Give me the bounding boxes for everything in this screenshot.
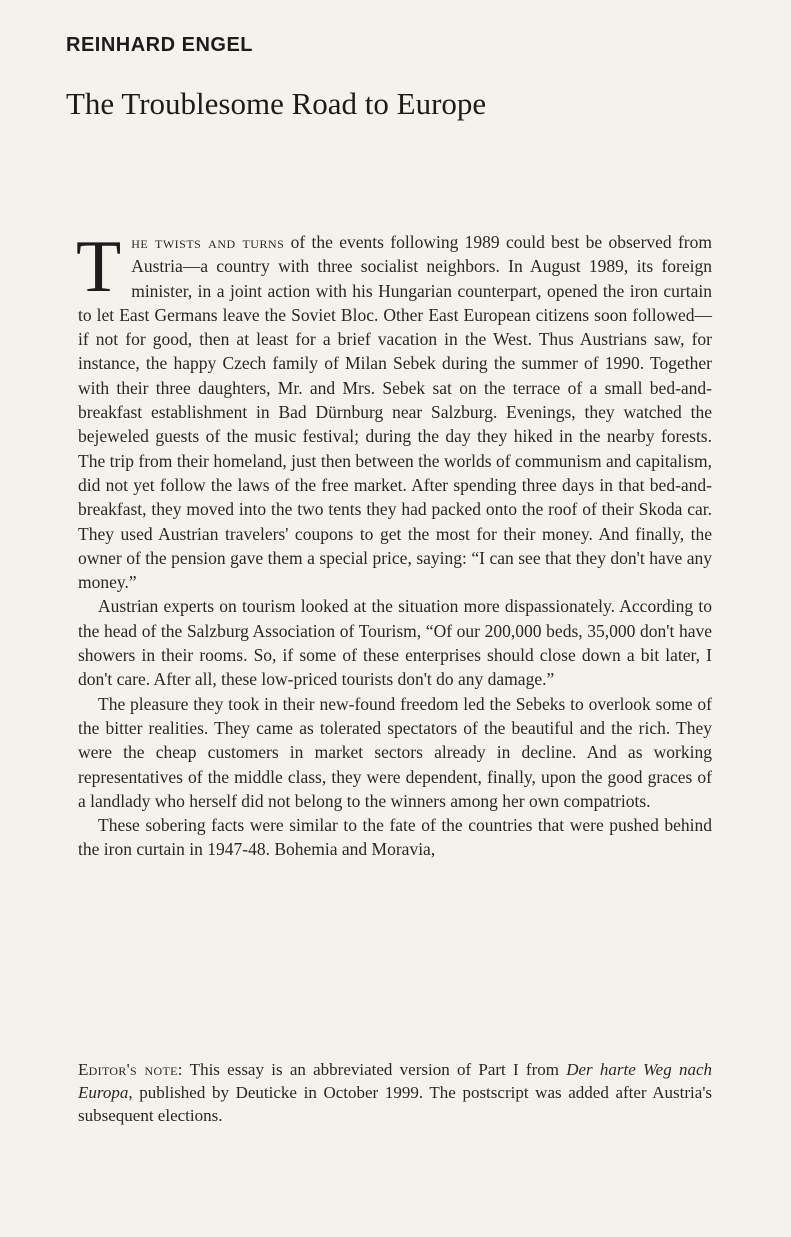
book-title: Der harte Weg nach Europa [78,1060,712,1102]
editors-note-text-1: This essay is an abbreviated version of Part I from [182,1060,567,1079]
article-body [76,226,712,862]
editors-note [78,1058,712,1127]
drop-cap: T [76,226,122,308]
editors-note-label: Editor's note: [78,1060,183,1079]
author-name: REINHARD ENGEL [66,34,254,56]
paragraph-3: The pleasure they took in their new-found freedom led the Sebeks to overlook some of the bitter realities. They came as tolerated spectators of the beautiful and the rich. They were the cheap customers in market sectors already in decline. And as working representatives of the middle class, they were dependent, finally, upon the good graces of a landlady who herself did not belong to the winners among her own compatriots. [78,693,712,811]
paragraph-4: These sobering facts were similar to the fate of the countries that were pushed behind the iron curtain in 1947-48. Bohemia and Moravia, [78,815,712,860]
paragraph-2: Austrian experts on tourism looked at the situation more dispassionately. According to the head of the Salzburg Association of Tourism, “Of our 200,000 beds, 35,000 don't have showers in their rooms. So, if some of these enterprises should close down a bit later, I don't care. After all, these low-priced tourists don't do any damage.” [78,596,712,690]
essay-title: The Troublesome Road to Europe [66,86,487,121]
paragraph-1-text: of the events following 1989 could best be observed from Austria—a country with three socialist neighbors. In August 1989, its foreign minister, in a joint action with his Hungarian counterpart, opened the iron curtain to let East Germans leave the Soviet Bloc. Other East European citizens soon followed—if not for good, then at least for a brief vacation in the West. Thus Austrians saw, for instance, the happy Czech family of Milan Sebek during the summer of 1990. Together with their three daughters, Mr. and Mrs. Sebek sat on the terrace of a small bed-and-breakfast establishment in Bad Dürnburg near Salzburg. Evenings, they watched the bejeweled guests of the music festival; during the day they hiked in the nearby forests. The trip from their homeland, just then between the worlds of communism and capitalism, did not yet follow the laws of the free market. After spending three days in that bed-and-breakfast, they moved into the two tents they had packed onto the roof of their Skoda car. They used Austrian travelers' coupons to get the most for their money. And finally, the owner of the pension gave them a special price, saying: “I can see that they don't have any money.” [78,232,712,593]
paragraph-1 [76,226,712,594]
opening-small-caps: he twists and turns [131,232,285,252]
editors-note-text-2: , published by Deuticke in October 1999. The postscript was added after Austria's subsequent elections. [78,1083,712,1125]
